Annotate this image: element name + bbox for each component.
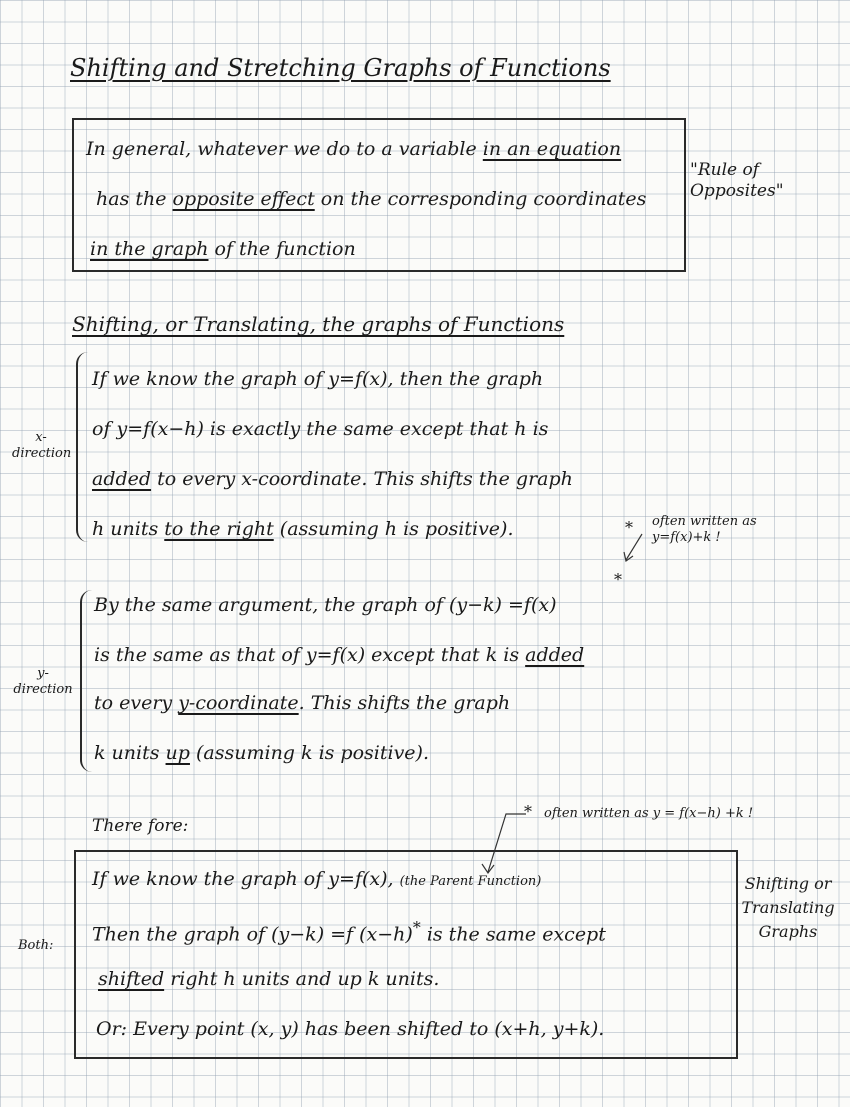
y-line-4 <box>94 742 429 764</box>
summary-line-2-text-b: is the same except <box>426 923 606 946</box>
x-line-3-text: to every x-coordinate. This shifts the graph <box>157 468 573 490</box>
y-added: added <box>525 644 585 666</box>
summary-line-3 <box>98 968 439 990</box>
section-heading-shifting: Shifting, or Translating, the graphs of Functions <box>72 312 565 336</box>
summary-line-3-text: right h units and up k units. <box>170 968 440 990</box>
y-line-1: By the same argument, the graph of (y−k) =f(x) <box>94 594 557 616</box>
x-line-4-text-c: (assuming h is positive). <box>279 518 514 540</box>
x-direction-label: x-direction <box>12 430 72 461</box>
x-line-2: of y=f(x−h) is exactly the same except that h is <box>92 418 549 440</box>
rule-opposite-effect: opposite effect <box>172 188 315 210</box>
rule-line-2-text-a: has the <box>96 188 167 210</box>
y-coordinate: y-coordinate <box>178 692 299 714</box>
x-line-4 <box>92 518 514 540</box>
summary-star: * <box>412 918 421 937</box>
note1-star-a: * <box>625 518 633 537</box>
rule-line-1 <box>86 138 621 160</box>
rule-of-opposites-label: "Rule of Opposites" <box>690 160 784 202</box>
page-title: Shifting and Stretching Graphs of Functions <box>70 54 611 82</box>
summary-line-2 <box>92 918 606 945</box>
x-direction-brace <box>76 352 92 542</box>
rule-in-the-graph: in the graph <box>90 238 209 260</box>
x-line-3 <box>92 468 573 490</box>
y-line-2 <box>94 644 584 666</box>
shifting-translating-label: Shifting or Translating Graphs <box>741 874 835 941</box>
y-line-4-text-c: (assuming k is positive). <box>196 742 430 764</box>
rule-line-1-text: In general, whatever we do to a variable <box>86 138 477 160</box>
y-up: up <box>165 742 190 764</box>
rule-line-2-text-c: on the corresponding coordinates <box>320 188 647 210</box>
note2-often-written: often written as y = f(x−h) +k ! <box>544 806 754 821</box>
therefore-label: There fore: <box>92 816 189 836</box>
y-line-4-text-a: k units <box>94 742 160 764</box>
y-line-3-text-c: . This shifts the graph <box>298 692 511 714</box>
note1-often-written: often written as y=f(x)+k ! <box>652 514 757 546</box>
note1-star-b: * <box>614 570 622 589</box>
parent-function-note: (the Parent Function) <box>399 874 542 889</box>
x-added: added <box>92 468 152 490</box>
y-line-3-text-a: to every <box>94 692 173 714</box>
y-line-2-text: is the same as that of y=f(x) except that k is <box>94 644 520 666</box>
summary-line-2-text: Then the graph of (y−k) =f (x−h) <box>92 923 413 946</box>
summary-shifted: shifted <box>98 968 165 990</box>
summary-line-4: Or: Every point (x, y) has been shifted to (x+h, y+k). <box>96 1018 605 1040</box>
summary-line-1-text: If we know the graph of y=f(x), <box>92 868 394 890</box>
rule-line-3-text-b: of the function <box>214 238 356 260</box>
x-to-the-right: to the right <box>164 518 274 540</box>
note1-arrow <box>612 530 652 570</box>
rule-line-2 <box>96 188 646 210</box>
summary-line-1 <box>92 868 541 890</box>
both-label: Both: <box>18 938 54 953</box>
note2-star: * <box>524 802 532 821</box>
rule-line-3 <box>90 238 356 260</box>
y-direction-label: y-direction <box>13 666 73 697</box>
x-line-1: If we know the graph of y=f(x), then the graph <box>92 368 544 390</box>
x-line-4-text-a: h units <box>92 518 159 540</box>
rule-in-an-equation: in an equation <box>482 138 622 160</box>
y-line-3 <box>94 692 510 714</box>
